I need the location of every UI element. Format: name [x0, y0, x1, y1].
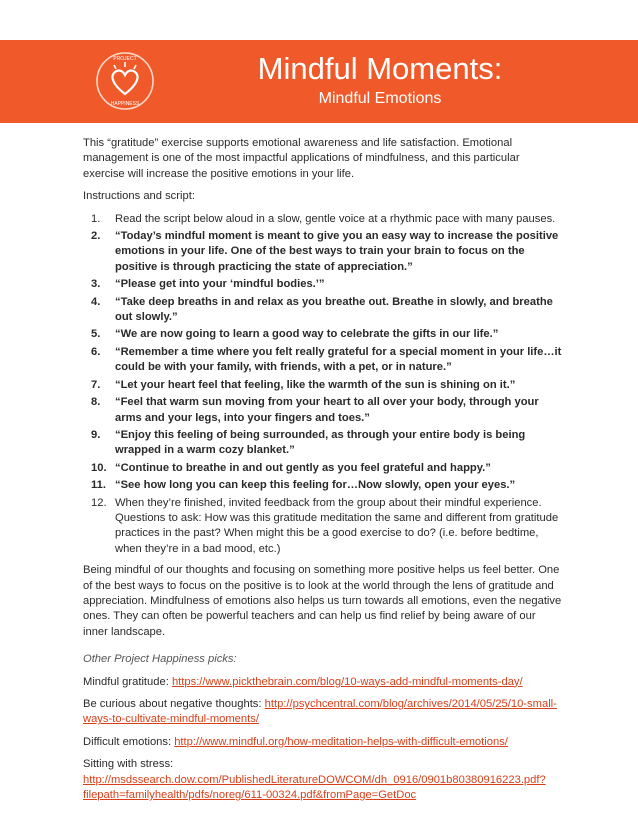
- step-text: “Remember a time where you felt really grateful for a special moment in your life…it could be with your family, with friends, with a pet, or in nature.”: [115, 345, 562, 374]
- step-text: “Enjoy this feeling of being surrounded, as through your entire body is being wrapped in a warm cozy blanket.”: [115, 428, 526, 457]
- step-text: When they’re finished, invited feedback from the group about their mindful experience. Questions to ask: How was this gratitude meditation the same and different from gratitude practices in the past? When might this be a good exercise to do? (i.e. before bedtime, when they’re in a bad mood, etc.): [115, 496, 559, 555]
- step-number: 4.: [91, 295, 101, 308]
- list-item: [83, 295, 563, 326]
- pick-link[interactable]: http://psychcentral.com/blog/archives/2014/05/25/10-small-ways-to-cultivate-mindful-moments/: [83, 698, 557, 726]
- pick-label: Mindful gratitude:: [83, 675, 172, 688]
- step-text: “Please get into your ‘mindful bodies.’”: [115, 278, 325, 291]
- steps-list: [83, 212, 563, 558]
- pick-link[interactable]: https://www.pickthebrain.com/blog/10-ways-add-mindful-moments-day/: [171, 675, 523, 688]
- intro-paragraph: This “gratitude” exercise supports emotional awareness and life satisfaction. Emotional management is one of the most impactful applications of mindfulness, and this particular exercise will increase the positive emotions in your life.: [83, 137, 520, 180]
- page-title: Mindful Moments:: [257, 51, 503, 86]
- pick-item: [83, 697, 563, 728]
- list-item: [83, 395, 563, 426]
- list-item: [83, 428, 563, 459]
- list-item: [83, 212, 563, 227]
- step-text: “We are now going to learn a good way to celebrate the gifts in our life.”: [115, 328, 499, 341]
- list-item: [83, 229, 563, 275]
- step-text: “Feel that warm sun moving from your heart to all over your body, through your arms and your legs, into your fingers and toes.”: [115, 396, 539, 424]
- list-item: [83, 378, 563, 393]
- step-number: 11.: [91, 479, 106, 492]
- list-item: [83, 496, 563, 558]
- step-number: 6.: [91, 345, 101, 358]
- page-subtitle: Mindful Emotions: [318, 90, 442, 107]
- pick-link[interactable]: http://msdssearch.dow.com/PublishedLiteratureDOWCOM/dh_0916/0901b80380916223.pdf?filepath=familyhealth/pdfs/noreg/611-00324.pdf&fromPage=GetDoc: [83, 773, 546, 802]
- step-number: 8.: [91, 396, 101, 409]
- pick-link[interactable]: http://www.mindful.org/how-meditation-helps-with-difficult-emotions/: [174, 735, 508, 748]
- step-text: “Let your heart feel that feeling, like the warmth of the sun is shining on it.”: [115, 378, 516, 391]
- document-body: [83, 136, 563, 810]
- pick-item: [83, 757, 563, 803]
- step-text: “Today’s mindful moment is meant to give you an easy way to increase the positive emotions in your life. One of the best ways to train your brain to focus on the positive is through practicing the state of appreciation.”: [115, 230, 559, 273]
- step-number: 9.: [91, 428, 101, 441]
- pick-item: [83, 735, 563, 750]
- step-text: Read the script below aloud in a slow, gentle voice at a rhythmic pace with many pauses.: [115, 212, 556, 225]
- list-item: [83, 478, 563, 493]
- logo-text-bottom: HAPPINESS: [110, 101, 140, 107]
- step-number: 12.: [91, 496, 107, 509]
- step-text: “Take deep breaths in and relax as you breathe out. Breathe in slowly, and breathe out slowly.”: [115, 295, 553, 324]
- project-happiness-logo: [94, 50, 156, 112]
- pick-item: [83, 675, 563, 690]
- step-number: 5.: [91, 328, 101, 341]
- picks-heading: Other Project Happiness picks:: [83, 653, 237, 666]
- logo-text-top: PROJECT: [113, 56, 137, 62]
- pick-label: Be curious about negative thoughts:: [83, 698, 265, 710]
- pick-label: Difficult emotions:: [83, 735, 175, 748]
- step-text: “Continue to breathe in and out gently as you feel grateful and happy.”: [115, 461, 491, 474]
- step-text: “See how long you can keep this feeling for…Now slowly, open your eyes.”: [115, 479, 516, 492]
- step-number: 1.: [91, 212, 101, 225]
- list-item: [83, 327, 563, 342]
- step-number: 10.: [91, 461, 107, 474]
- instructions-label: Instructions and script:: [83, 190, 195, 203]
- step-number: 3.: [91, 278, 101, 291]
- list-item: [83, 277, 563, 292]
- pick-label: Sitting with stress:: [83, 758, 174, 771]
- step-number: 2.: [91, 230, 101, 243]
- list-item: [83, 345, 563, 376]
- step-number: 7.: [91, 378, 101, 391]
- closing-paragraph: Being mindful of our thoughts and focusing on something more positive helps us feel better. One of the best ways to focus on the positive is to look at the world through the lens of gratitude and appreciation. Mindfulness of emotions also helps us turn towards all emotions, even the negative ones. They can often be powerful teachers and can help us find relief by being aware of our inner landscape.: [83, 564, 562, 638]
- list-item: [83, 461, 563, 476]
